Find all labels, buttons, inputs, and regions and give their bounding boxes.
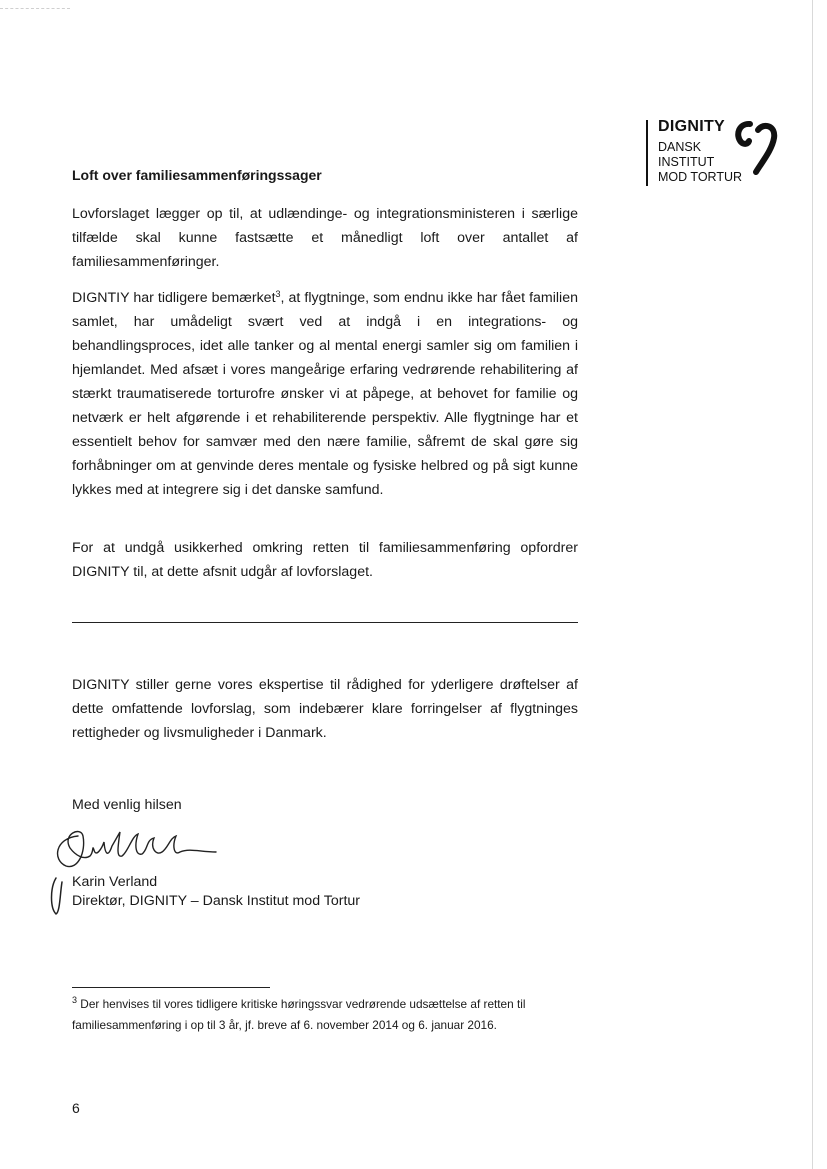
paragraph-recommendation: For at undgå usikkerhed omkring retten til familiesammenføring opfordrer DIGNITY til, at dette afsnit udgår af lovforslaget. [72,540,578,580]
page-number: 6 [72,1100,80,1116]
footnote-divider [72,987,270,988]
paragraph-loft-intro: Lovforslaget lægger op til, at udlændinge- og integrationsministeren i særlige tilfælde skal kunne fastsætte et månedligt loft over antallet af familiesammenføringer. [72,206,578,270]
scan-artifact-top [0,8,70,9]
dignity-logo [646,118,796,190]
logo-line-mod-tortur: MOD TORTUR [658,170,743,184]
logo-line-institut: INSTITUT [658,155,715,169]
footnote-reference: 3 [275,289,281,299]
closing-greeting: Med venlig hilsen [72,797,182,813]
section-heading: Loft over familiesammenføringssager [72,167,322,183]
logo-divider-bar [646,120,648,186]
signer-name: Karin Verland [72,874,158,890]
section-divider [72,622,578,623]
footnote-marker: 3 [72,995,78,1005]
paragraph-conclusion: DIGNITY stiller gerne vores ekspertise til rådighed for yderligere drøftelser af dette omfattende lovforslag, som indebærer klare forringelser af flygtninges rettigheder og livsmuligheder i Danmark. [72,677,578,741]
signer-title: Direktør, DIGNITY – Dansk Institut mod Tortur [72,893,361,909]
heart-logo-icon [734,120,778,178]
logo-line-dansk: DANSK [658,140,702,154]
logo-title: DIGNITY [658,118,725,135]
paragraph-text-rest: , at flygtninge, som endnu ikke har fået familien samlet, har umådeligt svært ved at indgå i en integrations- og behandlingsproces, idet alle tanker og al mental energi samler sig om familien i hjemlandet. Med afsæt i vores mangeårige erfaring vedrørende rehabilitering af stærkt traumatiserede torturofre ønsker vi at påpege, at behovet for familie og netværk er helt afgørende i et rehabiliterende perspektiv. Alle flygtninge har et essentielt behov for samvær med den nære familie, såfremt de skal gøre sig forhåbninger om at genvinde deres mentale og fysiske helbred og på sigt kunne lykkes med at integrere sig i det danske samfund. [72,290,578,498]
footnote [72,994,582,1036]
footnote-text: Der henvises til vores tidligere kritiske høringssvar vedrørende udsættelse af retten til familiesammenføring i op til 3 år, jf. breve af 6. november 2014 og 6. januar 2016. [72,997,526,1032]
paragraph-text-start: DIGNTIY har tidligere bemærket [72,290,276,306]
scan-artifact-right-edge [812,0,813,1169]
paragraph-family-reunification [72,286,578,502]
